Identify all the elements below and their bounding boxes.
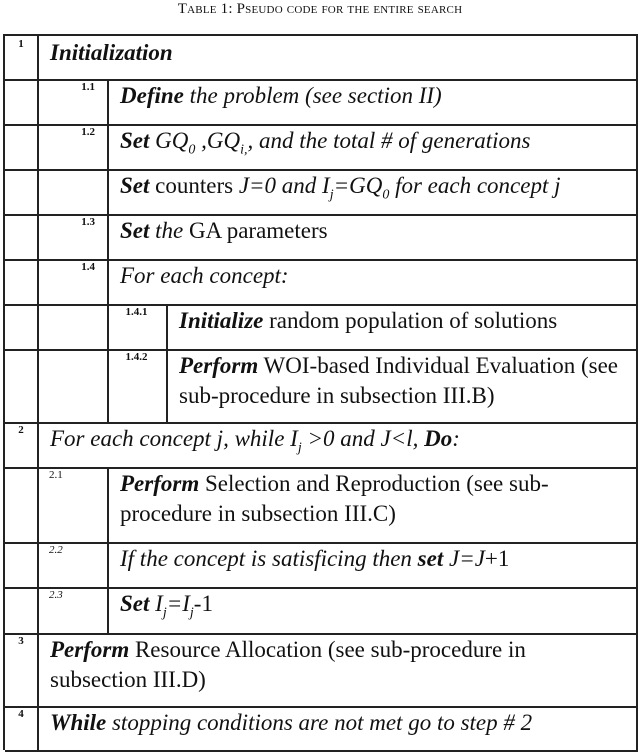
empty-cell (5, 79, 39, 126)
empty-cell (37, 304, 109, 351)
step-number: 1.4.1 (107, 304, 168, 351)
step-text (107, 79, 638, 126)
step-number: 1.1 (37, 79, 109, 126)
empty-cell (5, 587, 39, 635)
text-run: Define (120, 83, 184, 108)
text-run: For each concept: (120, 263, 289, 288)
step-number: 1.3 (37, 214, 109, 261)
text-run: counters (149, 173, 239, 198)
text-run: Initialization (50, 40, 173, 65)
text-run: J=J (443, 546, 485, 571)
text-run: Perform (50, 637, 130, 662)
text-run: : (452, 426, 460, 451)
text-run: j (189, 605, 194, 621)
step-text (107, 124, 638, 171)
empty-cell (5, 124, 39, 171)
text-run: >0 and J<l, (301, 426, 425, 451)
text-run: Perform (120, 471, 200, 496)
step-number: 2.1 (37, 467, 109, 544)
text-run: Do (424, 426, 453, 451)
text-run: the (149, 218, 189, 243)
text-run: stopping conditions are not met go to step # 2 (106, 710, 533, 735)
pseudo-code-table (3, 34, 638, 750)
text-run: j (297, 440, 302, 456)
text-run: =I (166, 591, 190, 616)
text-run: random population of solutions (263, 308, 558, 333)
table-caption: Table 1: Pseudo code for the entire search (177, 1, 463, 17)
step-number: 1.4.2 (107, 349, 168, 424)
text-run: GQ (149, 128, 189, 153)
text-run: While (50, 710, 107, 735)
step-text (166, 304, 638, 351)
step-number: 2.3 (37, 587, 109, 635)
text-run: i, (240, 142, 248, 158)
text-run: WOI-based Individual Evaluation (see sub-procedure in subsection III.B) (179, 353, 619, 408)
step-number: 1.2 (37, 124, 109, 171)
empty-cell (5, 259, 39, 306)
step-text (107, 542, 638, 589)
text-run: =GQ (333, 173, 383, 198)
text-run: , and the total # of generations (247, 128, 531, 153)
text-run: Resource Allocation (see sub-procedure in subsection III.D) (50, 637, 526, 692)
step-text (107, 259, 638, 306)
empty-cell (5, 304, 39, 351)
step-text (166, 349, 638, 424)
empty-cell (5, 349, 39, 424)
empty-cell (37, 349, 109, 424)
text-run: I (149, 591, 163, 616)
step-text (37, 706, 638, 752)
text-run: 0 (188, 142, 196, 158)
text-run: j (329, 187, 334, 203)
step-number: 2 (5, 422, 39, 469)
empty-cell (5, 214, 39, 261)
empty-cell (37, 169, 109, 216)
step-number: 2.2 (37, 542, 109, 589)
text-run: the problem (see section II) (183, 83, 442, 108)
text-run: GA parameters (189, 218, 328, 243)
text-run: For each concept j, while I (50, 426, 298, 451)
text-run: Set (120, 173, 150, 198)
text-run: Set (120, 591, 150, 616)
text-run: Initialize (179, 308, 264, 333)
step-number: 1.4 (37, 259, 109, 306)
text-run: If the concept is satisficing then (120, 546, 418, 571)
empty-cell (5, 169, 39, 216)
step-text (37, 422, 638, 469)
text-run: ,GQ (195, 128, 241, 153)
text-run: Set (120, 218, 150, 243)
text-run: Selection and Reproduction (see sub-procedure in subsection III.C) (120, 471, 549, 526)
empty-cell (5, 542, 39, 589)
text-run: 0 (382, 187, 390, 203)
step-text (107, 467, 638, 544)
step-number: 3 (5, 633, 39, 708)
step-text (37, 633, 638, 708)
text-run: -1 (193, 591, 213, 616)
empty-cell (5, 467, 39, 544)
step-number: 1 (5, 36, 39, 81)
step-text (107, 214, 638, 261)
step-text (37, 36, 638, 81)
step-text (107, 169, 638, 216)
text-run: j (162, 605, 167, 621)
text-run: set (417, 546, 444, 571)
step-number: 4 (5, 706, 39, 752)
text-run: J=0 and I (238, 173, 330, 198)
text-run: Set (120, 128, 150, 153)
step-text (107, 587, 638, 635)
text-run: Perform (179, 353, 259, 378)
text-run: for each concept j (389, 173, 561, 198)
text-run: +1 (484, 546, 510, 571)
